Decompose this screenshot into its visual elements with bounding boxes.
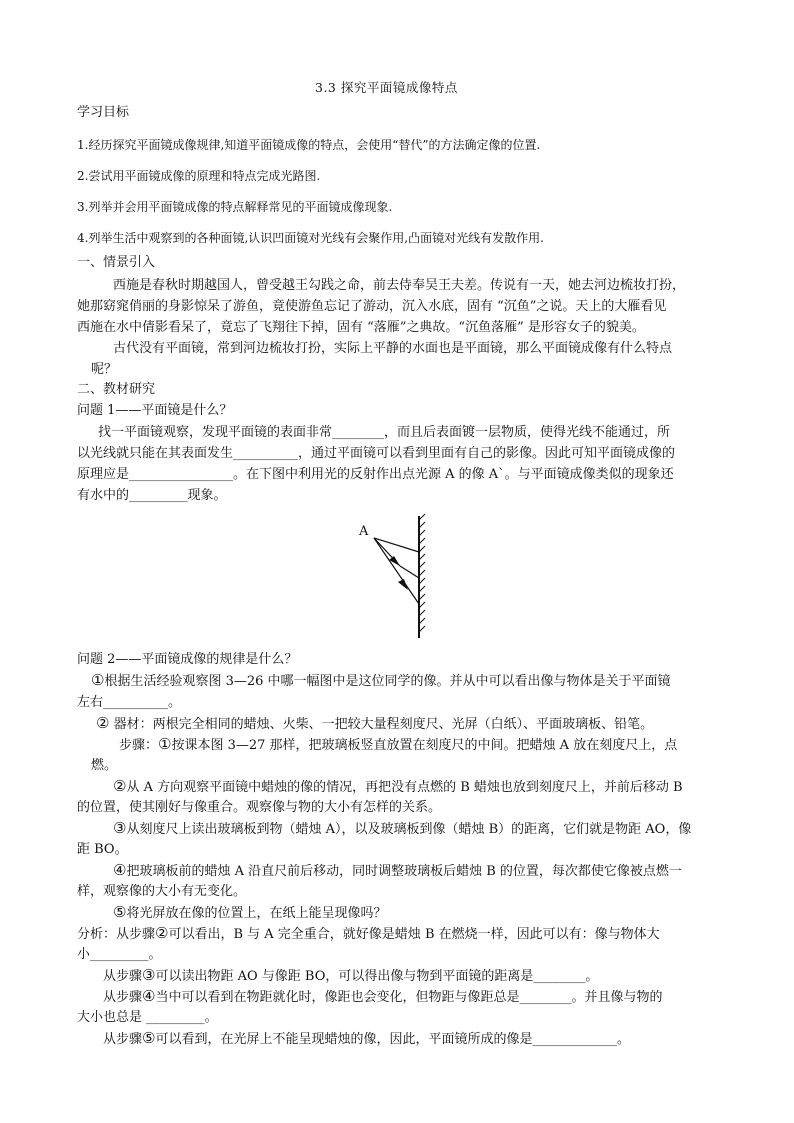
circled-number: ③ [142, 966, 156, 984]
step5-text: 将光屏放在像的位置上，在纸上能呈现像吗？ [126, 906, 387, 921]
circled-number: ② [96, 714, 110, 732]
conclusion-step5 [103, 1030, 630, 1048]
question1-line: 以光线就只能在其表面发生__________，通过平面镜可以看到里面有自己的影像。因此可知平面镜成像的 [77, 446, 676, 461]
step2-line [113, 778, 683, 796]
conclusion-prefix: 从步骤 [103, 990, 143, 1005]
step4-line-2: 样，观察像的大小有无变化。 [77, 884, 247, 899]
circled-number: ① [91, 671, 105, 689]
circled-number: ③ [113, 819, 127, 837]
step1-line [119, 736, 677, 754]
intro-line: 西施是春秋时期越国人，曾受越王勾践之命，前去侍奉吴王夫差。传说有一天，她去河边梳妆打扮， [113, 278, 686, 293]
circled-number: ② [155, 924, 169, 942]
conclusion-prefix: 从步骤 [103, 1032, 143, 1047]
conclusion-text: 可以读出物距 AO 与像距 BO，可以得出像与物到平面镜的距离是________。 [155, 969, 599, 984]
circled-number: ④ [142, 987, 156, 1005]
steps-label: 步骤： [119, 738, 159, 753]
mirror-diagram [352, 512, 442, 640]
circled-number: ⑤ [113, 903, 127, 921]
item1-line [91, 672, 671, 690]
goals-heading: 学习目标 [77, 105, 130, 120]
section2-heading: 二、教材研究 [77, 382, 156, 397]
intro-line: 她那窈窕俏丽的身影惊呆了游鱼，竟使游鱼忘记了游动，沉入水底，固有 “沉鱼”之说。天上的大雁看见 [77, 299, 667, 314]
circled-number: ① [158, 735, 172, 753]
question1-line: 有水中的_________现象。 [77, 488, 227, 503]
question1-line: 找一平面镜观察，发现平面镜的表面非常________，而且后表面镀一层物质，使得光线不能通过，所 [98, 425, 671, 440]
conclusion-prefix: 从步骤 [103, 969, 143, 984]
ray-arrowhead [389, 556, 400, 566]
point-a-label: A [359, 524, 369, 539]
conclusion-step4 [103, 988, 662, 1006]
step2-text: 从 A 方向观察平面镜中蜡烛的像的情况，再把没有点燃的 B 蜡烛也放到刻度尺上，并前后移动 B [126, 780, 683, 795]
goal-2: 2.尝试用平面镜成像的原理和特点完成光路图. [77, 169, 321, 183]
goal-1: 1.经历探究平面镜成像规律,知道平面镜成像的特点，会使用“替代”的方法确定像的位置. [77, 138, 541, 152]
conclusion-step3 [103, 967, 598, 985]
question1-heading: 问题 1——平面镜是什么？ [77, 403, 233, 418]
incident-ray-lower [374, 538, 419, 604]
ray-arrowhead [398, 579, 408, 590]
item2-text: 器材：两根完全相同的蜡烛、火柴、一把较大量程刻度尺、光屏（白纸）、平面玻璃板、铅笔。 [113, 717, 654, 732]
conclusion-text: 可以看到，在光屏上不能呈现蜡烛的像，因此，平面镜所成的像是_____________。 [155, 1032, 630, 1047]
item1-text: 根据生活经验观察图 3—26 中哪一幅图中是这位同学的像。并从中可以看出像与物体是关于平面镜 [104, 674, 671, 689]
step1-line-2: 燃。 [91, 758, 118, 773]
step3-line [113, 820, 691, 838]
intro-line: 呢？ [91, 362, 118, 377]
intro-line: 西施在水中倩影看呆了，竟忘了飞翔往下掉，固有 “落雁”之典故。“沉鱼落雁” 是形容女子的貌美。 [77, 320, 645, 335]
question1-line: 原理应是________________。在下图中利用光的反射作出点光源 A 的像 A`。与平面镜成像类似的现象还 [77, 467, 674, 482]
page-title: 3.3 探究平面镜成像特点 [315, 80, 458, 95]
analysis-text: 可以看出，B 与 A 完全重合，就好像是蜡烛 B 在燃烧一样，因此可以有：像与物体大 [168, 927, 660, 942]
item2-line [96, 715, 653, 733]
item1-line-2: 左右__________。 [77, 695, 182, 710]
step5-line [113, 904, 386, 922]
step4-text: 把玻璃板前的蜡烛 A 沿直尺前后移动，同时调整玻璃板后蜡烛 B 的位置，每次都使它像被点燃一 [126, 864, 682, 879]
step3-line-2: 距 BO。 [77, 842, 128, 857]
goal-4: 4.列举生活中观察到的各种面镜,认识凹面镜对光线有会聚作用,凸面镜对光线有发散作用. [77, 231, 544, 245]
step1-text: 按课本图 3—27 那样，把玻璃板竖直放置在刻度尺的中间。把蜡烛 A 放在刻度尺上，点 [171, 738, 678, 753]
intro-line: 古代没有平面镜，常到河边梳妆打扮，实际上平静的水面也是平面镜，那么平面镜成像有什么特点 [113, 341, 673, 356]
circled-number: ⑤ [142, 1029, 156, 1047]
step2-line-2: 的位置，使其刚好与像重合。观察像与物的大小有怎样的关系。 [77, 800, 442, 815]
circled-number: ② [113, 777, 127, 795]
step4-line [113, 862, 682, 880]
circled-number: ④ [113, 861, 127, 879]
analysis-line [77, 925, 660, 943]
conclusion-step4-line-2: 大小也总是 _________。 [77, 1010, 218, 1025]
conclusion-text: 当中可以看到在物距就化时，像距也会变化，但物距与像距总是________。并且像与物的 [155, 990, 663, 1005]
goal-3: 3.列举并会用平面镜成像的特点解释常见的平面镜成像现象. [77, 200, 393, 214]
question2-heading: 问题 2——平面镜成像的规律是什么？ [77, 652, 298, 667]
analysis-prefix: 分析：从步骤 [77, 927, 156, 942]
analysis-line-2: 小_________。 [77, 947, 162, 962]
section1-heading: 一、情景引入 [77, 255, 156, 270]
step3-text: 从刻度尺上读出玻璃板到物（蜡烛 A），以及玻璃板到像（蜡烛 B）的距离，它们就是物距 AO，像 [126, 822, 692, 837]
